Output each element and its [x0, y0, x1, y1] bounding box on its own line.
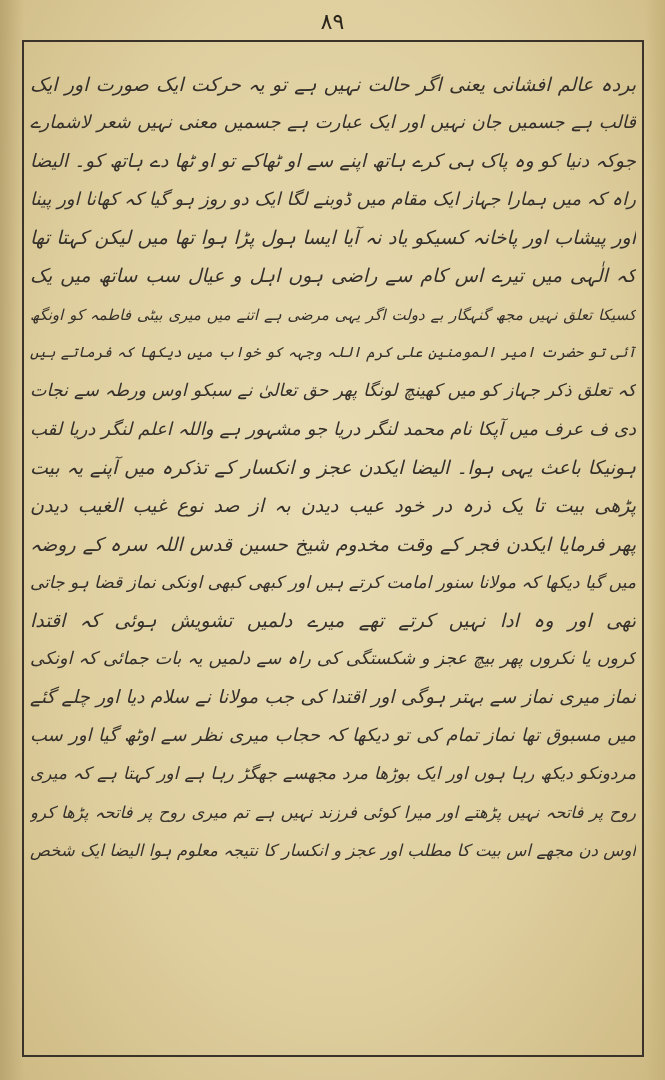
text-line: جوکہ دنیا کو وہ پاک ہی کرے ہاتھ اپنے سے او ٹھاکے تو او ٹھا دے ہاتھ کو۔ الیضا	[30, 150, 636, 172]
text-line: کہ تعلق ذکر جہاز کو میں کھینچ لونگا پھر حق تعالیٰ نے سبکو اوس ورطہ سے نجات	[30, 381, 636, 402]
text-line: نماز میری نماز سے بہتر ہوگی اور اقتدا کی جب مولانا نے سلام دیا اور چلے گئے	[30, 686, 636, 708]
text-line: کسیکا تعلق نہیں مجھ گنہگار بے دولت اگر یہی مرضی ہے اتنے میں میری بیٹی فاطمہ کو اونگھ	[30, 305, 636, 324]
text-line: دی ف عرف میں آپکا نام محمد لنگر دریا جو مشہور ہے واللہ اعلم لنگر دریا لقب	[30, 418, 636, 440]
text-line: کہ الٰہی میں تیرے اس کام سے راضی ہوں اہل و عیال سب ساتھ میں یک	[30, 265, 636, 288]
text-line: کروں یا نکروں پھر بیچ عجز و شکستگی کی راہ سے دلمیں یہ بات جمائی کہ اونکی	[30, 649, 636, 670]
text-line: مردونکو دیکھ رہا ہوں اور ایک بوڑھا مرد مجھسے جھگڑ رہا ہے اور کہتا ہے کہ میری	[30, 764, 636, 785]
text-line: پڑھی بیت تا یک ذرہ در خود عیب دیدن بہ از صد نوع غیب الغیب دیدن	[30, 495, 636, 518]
text-line: پھر فرمایا ایکدن فجر کے وقت مخدوم شیخ حسین قدس اللہ سرہ کے روضہ	[30, 533, 636, 556]
text-line: ہونیکا باعث یہی ہوا۔ الیضا ایکدن عجز و انکسار کے تذکرہ میں آپنے یہ بیت	[30, 456, 636, 479]
text-line: راہ کہ میں ہمارا جہاز ایک مقام میں ڈوبنے لگا ایک دو روز ہو گیا کہ کھانا اور پینا	[30, 188, 636, 210]
text-line: قالب ہے جسمیں جان نہیں اور ایک عبارت ہے جسمیں معنی نہیں شعر لاشمارے	[30, 112, 636, 134]
text-line: آئی تو حضرت امیر المومنین علی کرم اللہ وجہہ کو خواب میں دیکھا کہ فرماتے ہیں	[30, 345, 636, 362]
text-line: بردہ عالم افشانی یعنی اگر حالت نہیں ہے تو یہ حرکت ایک صورت اور ایک	[30, 74, 636, 96]
page-edge-stain-left	[0, 0, 24, 1080]
text-line: میں مسبوق تھا نماز تمام کی تو دیکھا کہ حجاب میری نظر سے اوٹھ گیا اور سب	[30, 725, 636, 747]
text-line: روح پر فاتحہ نہیں پڑھتے اور میرا کوئی فرزند نہیں ہے تم میری روح پر فاتحہ پڑھا کرو	[30, 802, 636, 822]
text-line: اور پیشاب اور پاخانہ کسیکو یاد نہ آیا ایسا ہول پڑا ہوا تھا میں لیکن کہتا تھا	[30, 227, 636, 250]
page-edge-stain-right	[645, 0, 665, 1080]
text-line: تھی اور وہ ادا نہیں کرتے تھے میرے دلمیں تشویش ہوئی کہ اقتدا	[30, 610, 636, 633]
text-line: میں گیا دیکھا کہ مولانا سنور امامت کرتے ہیں اور کبھی کبھی اونکی نماز قضا ہو جاتی	[30, 572, 636, 593]
text-line: اوس دن مجھے اس بیت کا مطلب اور عجز و انکسار کا نتیجہ معلوم ہوا الیضا ایک شخص	[30, 840, 636, 860]
urdu-text-block	[30, 66, 636, 1052]
page-number: ٨٩	[320, 10, 345, 35]
